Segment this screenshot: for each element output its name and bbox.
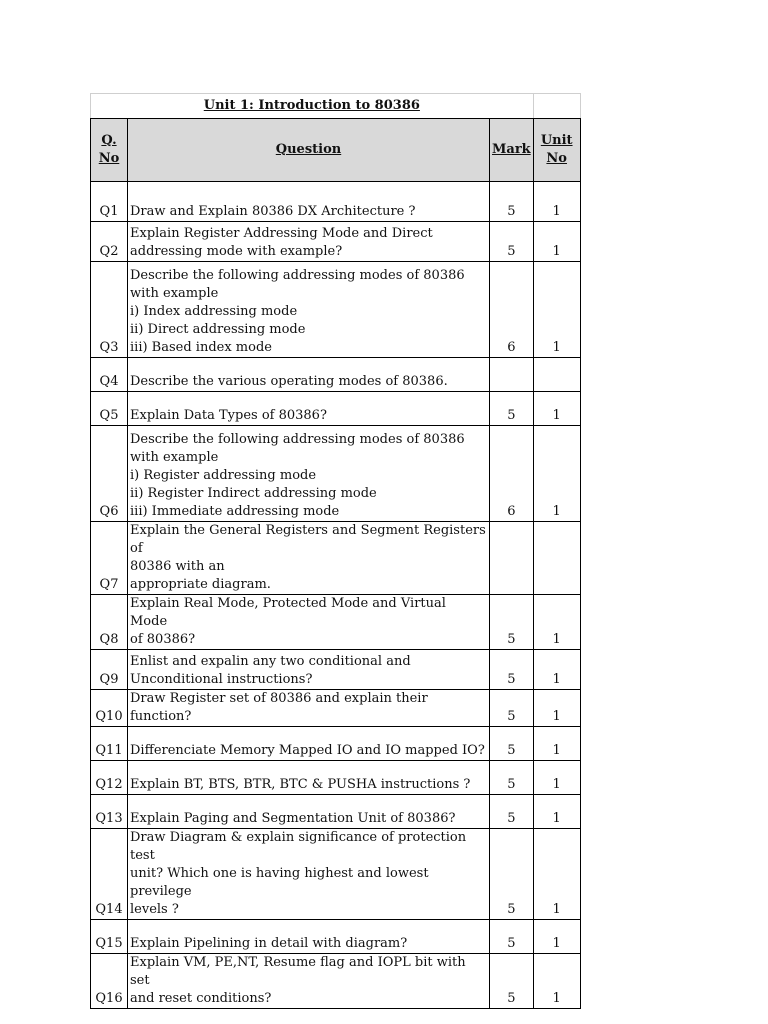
row-qno: Q1	[91, 182, 128, 222]
row-mark: 5	[490, 954, 534, 1009]
row-qno: Q6	[91, 426, 128, 522]
row-mark: 5	[490, 920, 534, 954]
row-mark: 5	[490, 727, 534, 761]
row-unit: 1	[533, 761, 580, 795]
row-qno: Q14	[91, 829, 128, 920]
table-row	[91, 358, 581, 392]
table-row	[91, 727, 581, 761]
row-question: Explain Pipelining in detail with diagram?	[128, 920, 490, 954]
row-question: Describe the following addressing modes of 80386 with example i) Register addressing mode ii) Register Indirect addressing mode iii) Immediate addressing mode	[128, 426, 490, 522]
row-qno: Q15	[91, 920, 128, 954]
table-row	[91, 182, 581, 222]
row-mark	[490, 358, 534, 392]
header-row	[91, 119, 581, 182]
row-mark: 6	[490, 426, 534, 522]
table-title: Unit 1: Introduction to 80386	[91, 94, 534, 119]
row-unit: 1	[533, 920, 580, 954]
row-question: Enlist and expalin any two conditional and Unconditional instructions?	[128, 650, 490, 690]
table-row	[91, 426, 581, 522]
table-row	[91, 650, 581, 690]
row-unit: 1	[533, 595, 580, 650]
table-row	[91, 761, 581, 795]
row-unit: 1	[533, 222, 580, 262]
row-question: Explain Paging and Segmentation Unit of 80386?	[128, 795, 490, 829]
row-qno: Q11	[91, 727, 128, 761]
row-qno: Q13	[91, 795, 128, 829]
question-table	[90, 93, 581, 1009]
title-blank-cell	[533, 94, 580, 119]
table-row	[91, 920, 581, 954]
row-qno: Q16	[91, 954, 128, 1009]
row-unit: 1	[533, 426, 580, 522]
row-unit: 1	[533, 650, 580, 690]
row-question: Explain BT, BTS, BTR, BTC & PUSHA instructions ?	[128, 761, 490, 795]
row-unit	[533, 358, 580, 392]
row-mark: 5	[490, 690, 534, 727]
row-question: Draw Register set of 80386 and explain their function?	[128, 690, 490, 727]
row-qno: Q8	[91, 595, 128, 650]
header-unit: Unit No	[533, 119, 580, 182]
row-qno: Q5	[91, 392, 128, 426]
row-question: Draw and Explain 80386 DX Architecture ?	[128, 182, 490, 222]
row-mark: 5	[490, 829, 534, 920]
table-row	[91, 795, 581, 829]
row-unit: 1	[533, 262, 580, 358]
row-question: Draw Diagram & explain significance of protection test unit? Which one is having highest and lowest previlege levels ?	[128, 829, 490, 920]
table-row	[91, 522, 581, 595]
row-mark: 5	[490, 761, 534, 795]
row-unit: 1	[533, 690, 580, 727]
header-qno: Q. No	[91, 119, 128, 182]
table-row	[91, 222, 581, 262]
row-unit	[533, 522, 580, 595]
row-question: Describe the various operating modes of 80386.	[128, 358, 490, 392]
header-question: Question	[128, 119, 490, 182]
row-qno: Q7	[91, 522, 128, 595]
row-unit: 1	[533, 829, 580, 920]
row-question: Explain Register Addressing Mode and Direct addressing mode with example?	[128, 222, 490, 262]
row-qno: Q3	[91, 262, 128, 358]
title-row	[91, 94, 581, 119]
row-question: Explain Real Mode, Protected Mode and Virtual Mode of 80386?	[128, 595, 490, 650]
table-row	[91, 392, 581, 426]
row-mark: 6	[490, 262, 534, 358]
row-qno: Q4	[91, 358, 128, 392]
row-mark: 5	[490, 392, 534, 426]
row-mark: 5	[490, 222, 534, 262]
row-qno: Q2	[91, 222, 128, 262]
row-qno: Q10	[91, 690, 128, 727]
row-unit: 1	[533, 795, 580, 829]
row-unit: 1	[533, 727, 580, 761]
row-unit: 1	[533, 182, 580, 222]
row-mark: 5	[490, 595, 534, 650]
row-question: Differenciate Memory Mapped IO and IO mapped IO?	[128, 727, 490, 761]
table-row	[91, 954, 581, 1009]
header-mark: Mark	[490, 119, 534, 182]
row-unit: 1	[533, 954, 580, 1009]
row-question: Explain Data Types of 80386?	[128, 392, 490, 426]
table-row	[91, 829, 581, 920]
row-mark	[490, 522, 534, 595]
row-mark: 5	[490, 795, 534, 829]
table-row	[91, 690, 581, 727]
row-qno: Q12	[91, 761, 128, 795]
table-row	[91, 595, 581, 650]
row-unit: 1	[533, 392, 580, 426]
row-question: Explain VM, PE,NT, Resume flag and IOPL bit with set and reset conditions?	[128, 954, 490, 1009]
table-row	[91, 262, 581, 358]
row-mark: 5	[490, 650, 534, 690]
row-question: Explain the General Registers and Segment Registers of 80386 with an appropriate diagram.	[128, 522, 490, 595]
row-mark: 5	[490, 182, 534, 222]
row-question: Describe the following addressing modes of 80386 with example i) Index addressing mode ii) Direct addressing mode iii) Based index mode	[128, 262, 490, 358]
row-qno: Q9	[91, 650, 128, 690]
